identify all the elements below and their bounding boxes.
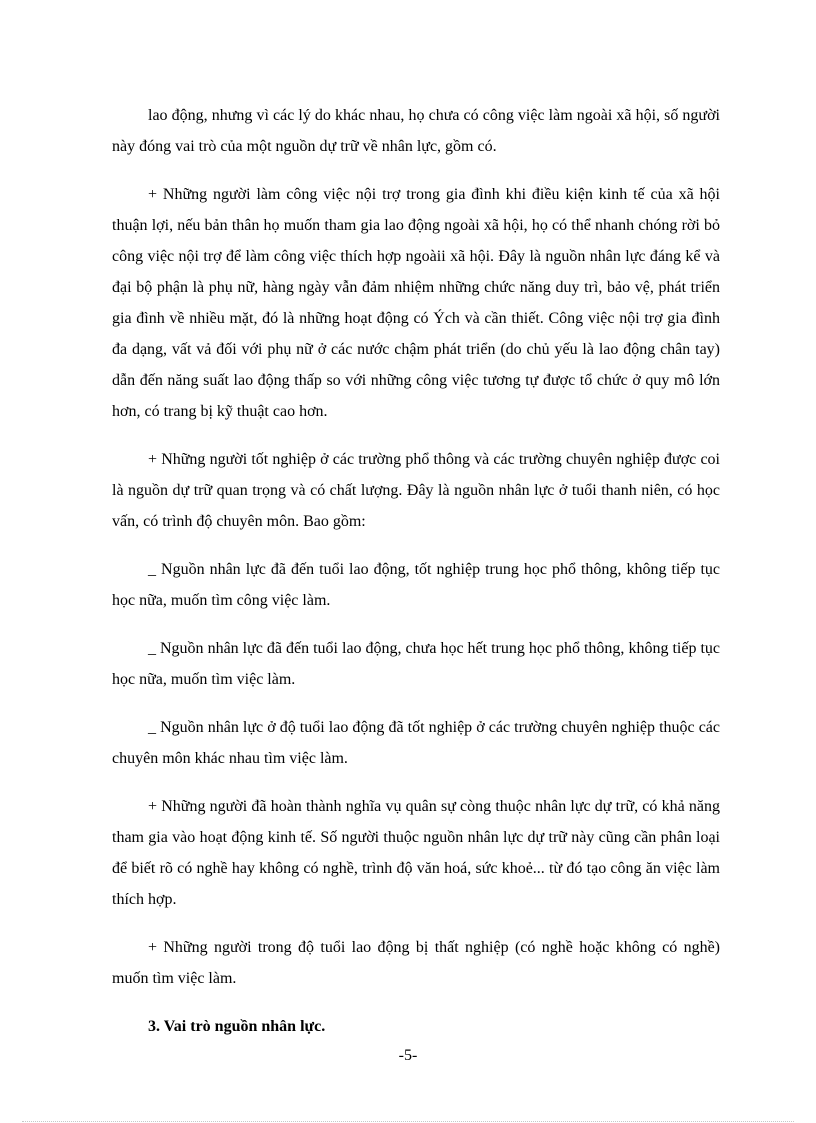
- paragraph-military-veterans: + Những người đã hoàn thành nghĩa vụ quân sự còng thuộc nhân lực dự trữ, có khả năng tham gia vào hoạt động kinh tế. Số người thuộc nguồn nhân lực dự trữ này cũng cần phân loại để biết rõ có nghề hay không có nghề, trình độ văn hoá, sức khoẻ... từ đó tạo công ăn việc làm thích hợp.: [112, 798, 720, 908]
- section-heading: 3. Vai trò nguồn nhân lực.: [148, 1018, 326, 1035]
- list-item-vocational-graduates: _ Nguồn nhân lực ở độ tuổi lao động đã tốt nghiệp ở các trường chuyên nghiệp thuộc các chuyên môn khác nhau tìm việc làm.: [112, 719, 720, 767]
- paragraph-unemployed: + Những người trong độ tuổi lao động bị thất nghiệp (có nghề hoặc không có nghề) muốn tìm việc làm.: [112, 939, 720, 987]
- page-number: -5-: [398, 1047, 418, 1064]
- footer-divider: [22, 1121, 794, 1122]
- list-item-high-school-graduates: _ Nguồn nhân lực đã đến tuổi lao động, tốt nghiệp trung học phổ thông, không tiếp tục học nữa, muốn tìm công việc làm.: [112, 561, 720, 609]
- paragraph-homemakers: + Những người làm công việc nội trợ trong gia đình khi điều kiện kinh tế của xã hội thuận lợi, nếu bản thân họ muốn tham gia lao động ngoài xã hội, họ có thể nhanh chóng rời bỏ công việc nội trợ để làm công việc thích hợp ngoàii xã hội. Đây là nguồn nhân lực đáng kể và đại bộ phận là phụ nữ, hàng ngày vẫn đảm nhiệm những chức năng duy trì, bảo vệ, phát triển gia đình về nhiều mặt, đó là những hoạt động có Ých và cần thiết. Công việc nội trợ gia đình đa dạng, vất vả đối với phụ nữ ở các nước chậm phát triển (do chủ yếu là lao động chân tay) dẫn đến năng suất lao động thấp so với những công việc tương tự được tổ chức ở quy mô lớn hơn, có trang bị kỹ thuật cao hơn.: [112, 186, 720, 420]
- page-body: [112, 100, 720, 1042]
- paragraph-continuation: lao động, nhưng vì các lý do khác nhau, họ chưa có công việc làm ngoài xã hội, số người này đóng vai trò của một nguồn dự trữ về nhân lực, gồm có.: [112, 107, 720, 155]
- list-item-high-school-dropouts: _ Nguồn nhân lực đã đến tuổi lao động, chưa học hết trung học phổ thông, không tiếp tục học nữa, muốn tìm việc làm.: [112, 640, 720, 688]
- paragraph-graduates: + Những người tốt nghiệp ở các trường phổ thông và các trường chuyên nghiệp được coi là nguồn dự trữ quan trọng và có chất lượng. Đây là nguồn nhân lực ở tuổi thanh niên, có học vấn, có trình độ chuyên môn. Bao gồm:: [112, 451, 720, 530]
